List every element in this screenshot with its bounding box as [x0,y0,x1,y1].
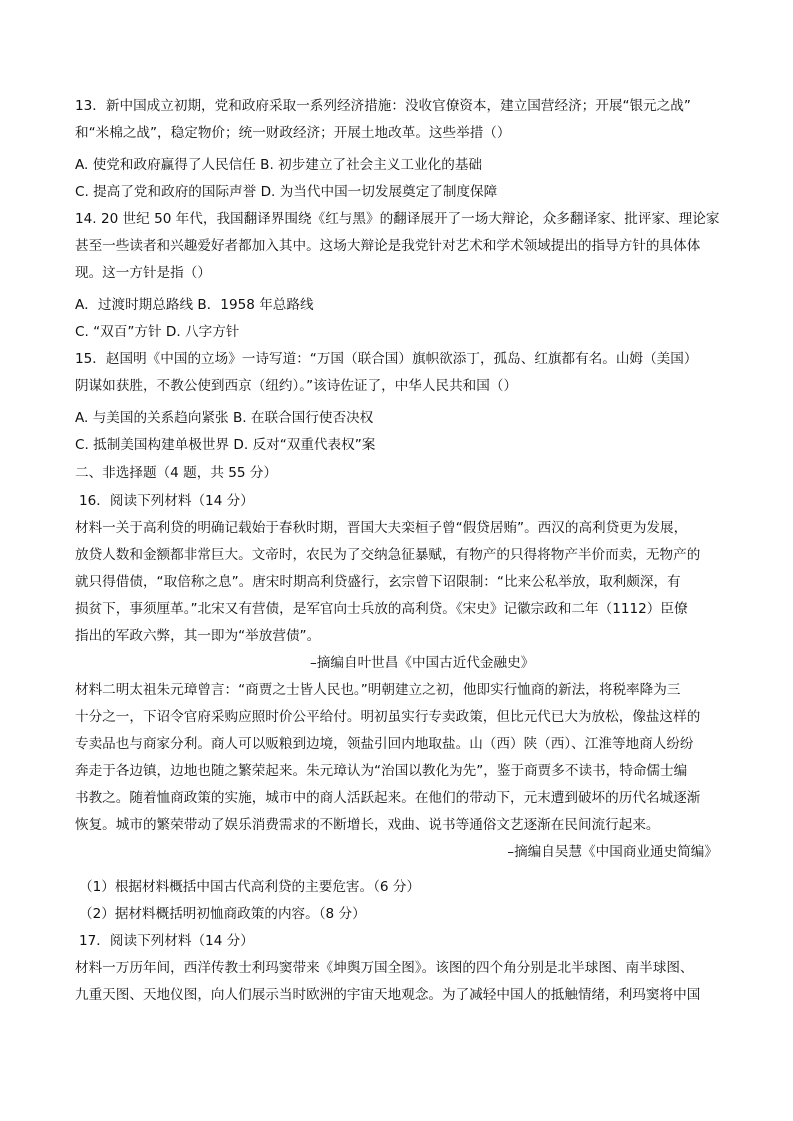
q15-stem-line1: 15．赵国明《中国的立场》一诗写道：“万国（联合国）旗帜欲添丁，孤岛、红旗都有名。山姆（美国） [75,351,698,367]
q16-material1-line4: 损贫下，事须厘革。”北宋又有营债，是军官向士兵放的高利贷。《宋史》记徽宗政和二年（1112）臣僚 [75,601,688,617]
q16-material1-source: –摘编自叶世昌《中国古近代金融史》 [310,655,535,671]
q16-material2-line3: 专卖品也与商家分利。商人可以贩粮到边境，领盐引回内地取盐。山（西）陕（西）、江淮等地商人纷纷 [75,736,694,752]
q14-stem-line1: 14. 20 世纪 50 年代，我国翻译界围绕《红与黑》的翻译展开了一场大辩论，众多翻译家、批评家、理论家 [75,211,720,227]
q16-material2-line5: 书教之。随着恤商政策的实施，城市中的商人活跃起来。在他们的带动下，元末遭到破坏的历代名城逐渐 [75,790,701,806]
q13-options-ab: A. 使党和政府赢得了人民信任 B. 初步建立了社会主义工业化的基础 [75,157,483,173]
q16-material2-line2: 十分之一，下诏令官府采购应照时价公平给付。明初虽实行专卖政策，但比元代已大为放松，像盐这样的 [75,709,701,725]
section-heading: 二、非选择题（4 题，共 55 分） [75,465,278,481]
q17-title: 17．阅读下列材料（14 分） [79,933,254,949]
q15-options-cd: C. 抵制美国构建单极世界 D. 反对“双重代表权”案 [75,437,376,453]
q16-material2-source: –摘编自吴慧《中国商业通史简编》 [507,844,718,860]
q17-material1-line2: 九重天图、天地仪图，向人们展示当时欧洲的宇宙天地观念。为了减轻中国人的抵触情绪，利玛窦将中国 [75,987,701,1003]
q13-stem-line1: 13．新中国成立初期，党和政府采取一系列经济措施：没收官僚资本，建立国营经济；开展“银元之战” [75,98,691,114]
q16-material2-line1: 材料二明太祖朱元璋曾言：“商贾之士皆人民也。”明朝建立之初，他即实行恤商的新法，将税率降为三 [75,682,681,698]
q16-material2-line6: 恢复。城市的繁荣带动了娱乐消费需求的不断增长，戏曲、说书等通俗文艺逐渐在民间流行起来。 [75,817,660,833]
q14-stem-line3: 现。这一方针是指（） [75,265,211,281]
q16-material1-line1: 材料一关于高利贷的明确记载始于春秋时期，晋国大夫栾桓子曾“假贷居贿”。西汉的高利贷更为发展， [75,520,688,536]
q14-options-cd: C. “双百”方针 D. 八字方针 [75,324,240,340]
q14-stem-line2: 甚至一些读者和兴趣爱好者都加入其中。这场大辩论是我党针对艺术和学术领域提出的指导方针的具体体 [75,238,701,254]
q15-options-ab: A. 与美国的关系趋向紧张 B. 在联合国行使否决权 [75,410,374,426]
q16-title: 16．阅读下列材料（14 分） [79,493,254,509]
q15-stem-line2: 阴谋如获胜，不教公使到西京（纽约）。”该诗佐证了，中华人民共和国（） [75,378,518,394]
q16-material1-line2: 放贷人数和金额都非常巨大。文帝时，农民为了交纳急征暴赋，有物产的只得将物产半价而卖，无物产的 [75,547,701,563]
q14-options-ab: A．过渡时期总路线 B．1958 年总路线 [75,297,314,313]
q16-subquestion1: （1）根据材料概括中国古代高利贷的主要危害。（6 分） [79,879,421,895]
q16-material2-line4: 奔走于各边镇，边地也随之繁荣起来。朱元璋认为“治国以教化为先”，鉴于商贾多不读书，特命儒士编 [75,763,688,779]
q16-material1-line3: 就只得借债，“取倍称之息”。唐宋时期高利贷盛行，玄宗曾下诏限制：“比来公私举放，取利颇深，有 [75,574,681,590]
q16-material1-line5: 指出的军政六弊，其一即为“举放营债”。 [75,628,321,644]
q13-options-cd: C. 提高了党和政府的国际声誉 D. 为当代中国一切发展奠定了制度保障 [75,184,498,200]
q17-material1-line1: 材料一万历年间，西洋传教士利玛窦带来《坤舆万国全图》。该图的四个角分别是北半球图、南半球图、 [75,960,694,976]
q13-stem-line2: 和“米棉之战”，稳定物价；统一财政经济；开展土地改革。这些举措（） [75,125,511,141]
q16-subquestion2: （2）据材料概括明初恤商政策的内容。（8 分） [79,906,366,922]
